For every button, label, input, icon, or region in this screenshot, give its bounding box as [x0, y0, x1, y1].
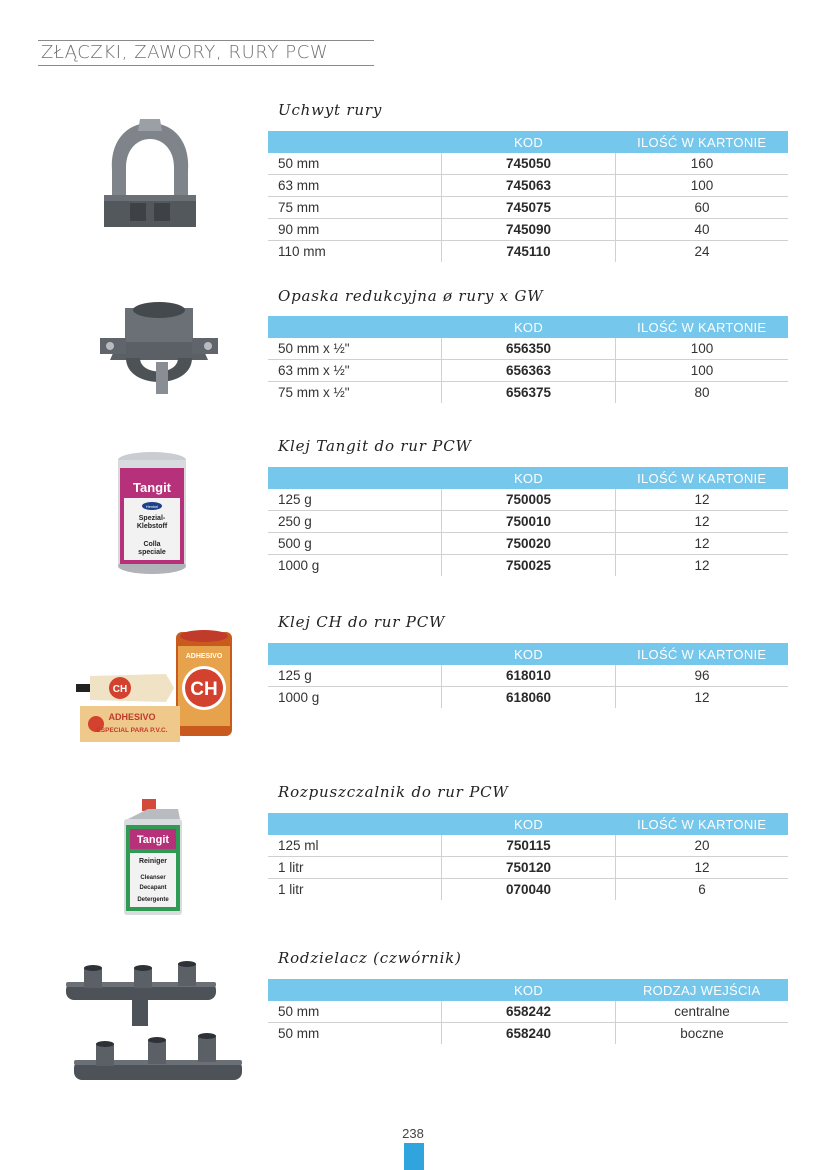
column-header — [268, 131, 442, 153]
can-label-line: Reiniger — [138, 858, 168, 865]
column-header-quantity: ILOŚĆ W KARTONIE — [616, 643, 789, 665]
page-number: 238 — [402, 1126, 424, 1141]
column-header-code: KOD — [442, 813, 616, 835]
column-header — [268, 316, 442, 338]
size-cell: 125 g — [268, 665, 442, 687]
saddle-clamp-icon — [96, 300, 222, 400]
henkel-logo: Henkel — [145, 504, 159, 509]
product-title: Rozpuszczalnik do rur PCW — [278, 783, 509, 801]
product-title: Uchwyt rury — [278, 101, 383, 119]
column-header — [268, 643, 442, 665]
page-tab — [404, 1143, 424, 1170]
column-header-code: KOD — [442, 979, 616, 1001]
code-cell: 656350 — [442, 338, 616, 360]
quantity-cell: 12 — [616, 511, 789, 533]
page-title: ZŁĄCZKI, ZAWORY, RURY PCW — [41, 42, 329, 63]
quantity-cell: 12 — [694, 558, 710, 573]
product-table — [268, 813, 788, 900]
ch-logo: CH — [190, 679, 218, 700]
code-cell: 750020 — [442, 533, 616, 555]
size-cell: 1000 g — [268, 555, 442, 577]
code-cell: 745110 — [442, 241, 616, 263]
size-cell: 50 mm — [268, 1023, 442, 1045]
quantity-cell: 6 — [698, 882, 706, 897]
quantity-cell: 12 — [694, 690, 710, 705]
table-row — [268, 687, 788, 709]
manifold-icon — [60, 960, 250, 1110]
code-cell: 658240 — [442, 1023, 616, 1045]
code-cell: 750120 — [442, 857, 616, 879]
quantity-cell: 12 — [616, 489, 789, 511]
size-cell: 50 mm — [268, 153, 442, 175]
page-header — [38, 40, 374, 66]
box-label: ADHESIVO — [108, 712, 156, 722]
cleaner-can-icon — [120, 797, 186, 919]
quantity-cell: 96 — [616, 665, 789, 687]
product-title: Opaska redukcyjna ø rury x GW — [278, 287, 544, 305]
size-cell: 50 mm x ½" — [268, 338, 442, 360]
can-label-line: Klebstoff — [136, 523, 168, 530]
code-cell: 745090 — [442, 219, 616, 241]
column-header-code: KOD — [442, 316, 616, 338]
column-header — [268, 813, 442, 835]
size-cell: 90 mm — [268, 219, 442, 241]
box-label: ESPECIAL PARA P.V.C. — [96, 727, 168, 734]
quantity-cell: 100 — [616, 360, 789, 382]
can-label-line: Cleanser — [140, 875, 166, 881]
product-table — [268, 979, 788, 1044]
product-table — [268, 467, 788, 576]
size-cell: 1 litr — [268, 857, 442, 879]
tangit-logo: Tangit — [132, 480, 172, 495]
product-title: Rodzielacz (czwórnik) — [278, 949, 462, 967]
tube-logo: CH — [112, 684, 128, 695]
code-cell: 658242 — [442, 1001, 616, 1023]
tangit-logo: Tangit — [136, 834, 170, 846]
can-label-line: Detergente — [137, 897, 169, 903]
code-cell: 750005 — [442, 489, 616, 511]
table-row — [268, 360, 788, 382]
quantity-cell: 100 — [616, 338, 789, 360]
code-cell: 750115 — [442, 835, 616, 857]
column-header-code: KOD — [442, 467, 616, 489]
size-cell: 110 mm — [268, 241, 442, 263]
code-cell: 656363 — [442, 360, 616, 382]
can-label-line: Colla — [143, 541, 161, 548]
size-cell: 1 litr — [268, 879, 442, 901]
size-cell: 125 ml — [268, 835, 442, 857]
quantity-cell: 60 — [616, 197, 789, 219]
quantity-cell: 20 — [616, 835, 789, 857]
size-cell: 75 mm — [268, 197, 442, 219]
quantity-cell: 12 — [616, 857, 789, 879]
size-cell: 50 mm — [268, 1001, 442, 1023]
table-row — [268, 835, 788, 857]
inlet-type-cell: centralne — [616, 1001, 789, 1023]
code-cell: 745075 — [442, 197, 616, 219]
column-header-quantity: ILOŚĆ W KARTONIE — [616, 316, 789, 338]
quantity-cell: 24 — [694, 244, 710, 259]
glue-can-icon — [114, 450, 190, 576]
quantity-cell: 160 — [616, 153, 789, 175]
column-header-inlet-type: RODZAJ WEJŚCIA — [616, 979, 789, 1001]
column-header-code: KOD — [442, 643, 616, 665]
size-cell: 63 mm x ½" — [268, 360, 442, 382]
product-table — [268, 316, 788, 403]
product-table — [268, 643, 788, 708]
code-cell: 750025 — [442, 555, 616, 577]
table-row — [268, 489, 788, 511]
product-table — [268, 131, 788, 262]
product-title: Klej Tangit do rur PCW — [278, 437, 472, 455]
table-row — [268, 665, 788, 687]
quantity-cell: 40 — [616, 219, 789, 241]
size-cell: 500 g — [268, 533, 442, 555]
table-row — [268, 857, 788, 879]
table-row — [268, 219, 788, 241]
code-cell: 656375 — [442, 382, 616, 404]
table-row — [268, 197, 788, 219]
table-row — [268, 338, 788, 360]
quantity-cell: 12 — [616, 533, 789, 555]
table-row — [268, 511, 788, 533]
product-title: Klej CH do rur PCW — [278, 613, 446, 631]
table-row — [268, 382, 788, 404]
ch-adhesive-icon — [70, 628, 240, 744]
size-cell: 75 mm x ½" — [268, 382, 442, 404]
code-cell: 618060 — [442, 687, 616, 709]
table-row — [268, 533, 788, 555]
table-row — [268, 879, 788, 901]
column-header-quantity: ILOŚĆ W KARTONIE — [616, 131, 789, 153]
size-cell: 1000 g — [268, 687, 442, 709]
table-row — [268, 555, 788, 577]
code-cell: 745063 — [442, 175, 616, 197]
code-cell: 070040 — [442, 879, 616, 901]
column-header-code: KOD — [442, 131, 616, 153]
code-cell: 618010 — [442, 665, 616, 687]
code-cell: 750010 — [442, 511, 616, 533]
size-cell: 63 mm — [268, 175, 442, 197]
quantity-cell: 80 — [694, 385, 710, 400]
quantity-cell: 100 — [616, 175, 789, 197]
can-label-line: Decapant — [139, 885, 167, 891]
column-header-quantity: ILOŚĆ W KARTONIE — [616, 467, 789, 489]
size-cell: 250 g — [268, 511, 442, 533]
table-row — [268, 175, 788, 197]
table-row — [268, 1001, 788, 1023]
size-cell: 125 g — [268, 489, 442, 511]
inlet-type-cell: boczne — [680, 1026, 724, 1041]
can-label-line: Spezial- — [138, 515, 166, 522]
code-cell: 745050 — [442, 153, 616, 175]
can-label-line: speciale — [138, 549, 166, 556]
column-header-quantity: ILOŚĆ W KARTONIE — [616, 813, 789, 835]
column-header — [268, 979, 442, 1001]
can-label-line: ADHESIVO — [185, 653, 223, 660]
table-row — [268, 1023, 788, 1045]
pipe-clip-icon — [100, 115, 200, 235]
table-row — [268, 153, 788, 175]
column-header — [268, 467, 442, 489]
table-row — [268, 241, 788, 263]
